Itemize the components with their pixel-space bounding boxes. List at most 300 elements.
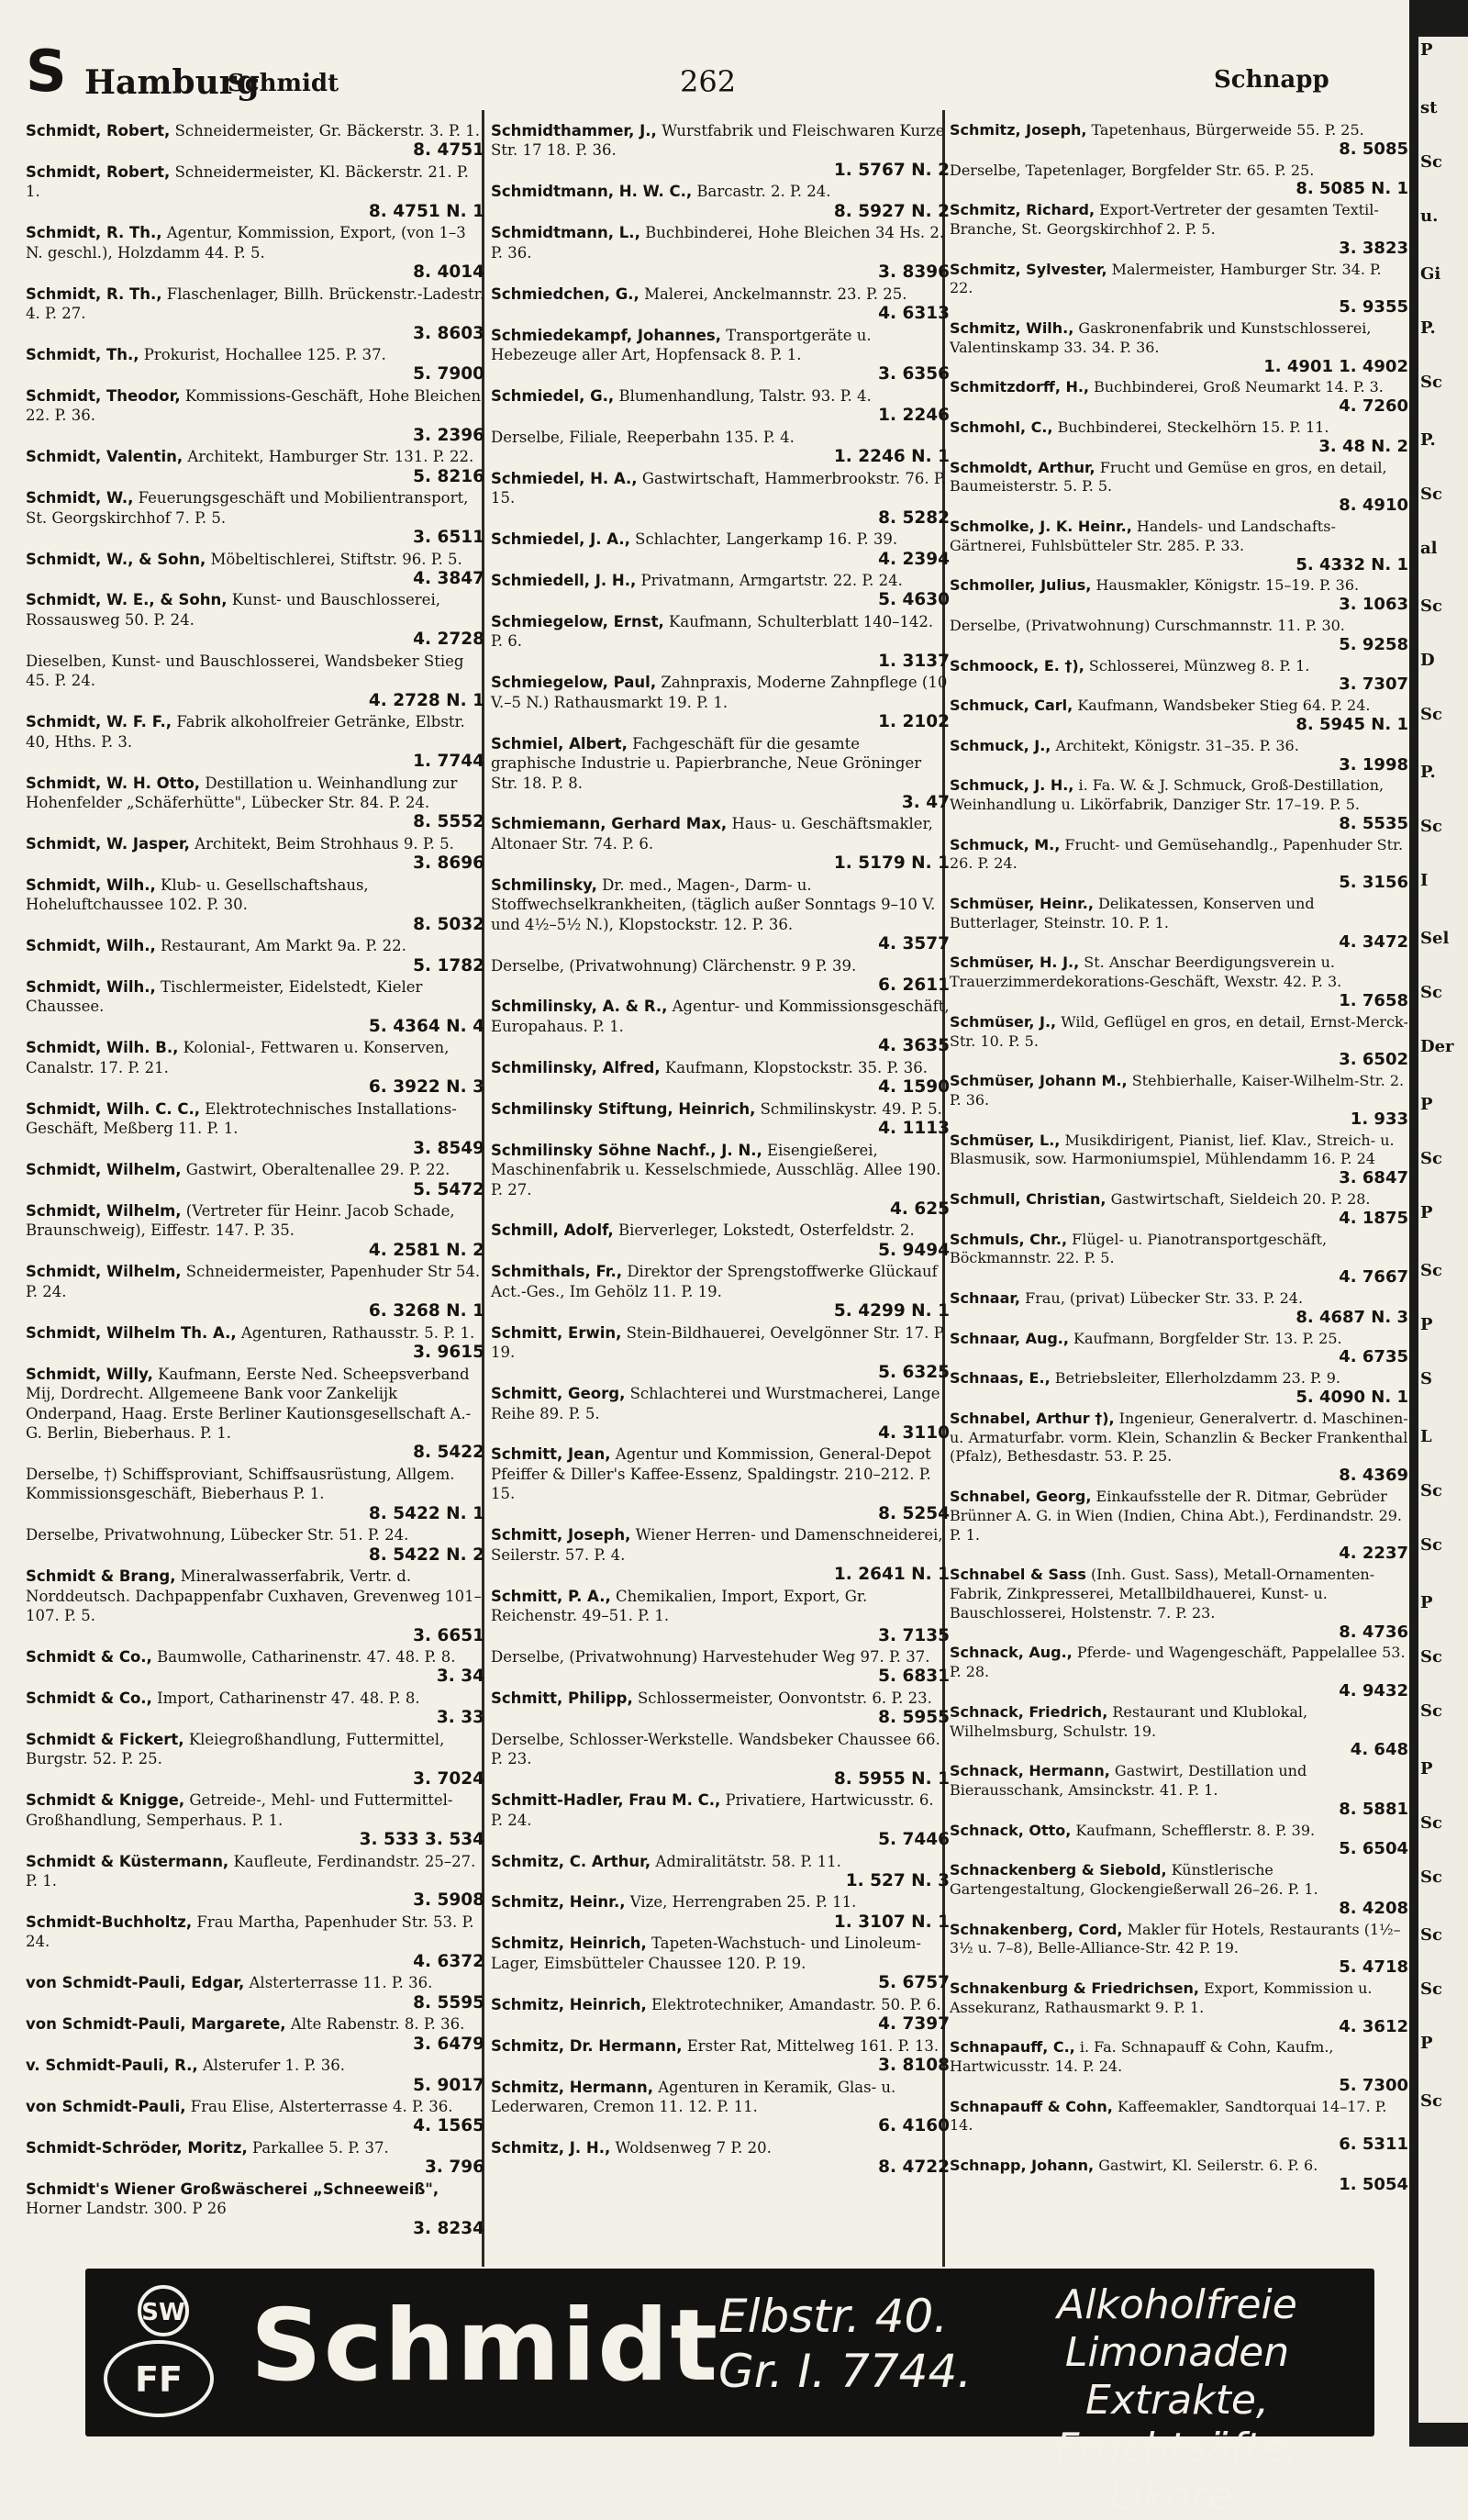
directory-entry xyxy=(26,1099,484,1158)
entry-name: Schmilinsky, xyxy=(491,875,597,894)
entry-details: Direktor der Sprengstoffwerke Glückauf Act.-Ges., Im Gehölz 11. P. 19. xyxy=(491,1263,938,1300)
edge-fragment: Sc xyxy=(1420,485,1442,504)
directory-entry xyxy=(26,488,484,547)
entry-name: Schmuck, M., xyxy=(950,835,1061,853)
entry-name: Schmitz, Heinr., xyxy=(491,1893,626,1912)
directory-entry xyxy=(491,469,950,528)
directory-entry xyxy=(950,1410,1408,1486)
monogram-bottom: FF xyxy=(135,2359,183,2400)
entry-details: Getreide-, Mehl- und Futtermittel-Großhandlung, Semperhaus. P. 1. xyxy=(26,1791,453,1829)
directory-entry xyxy=(26,1038,484,1097)
entry-phone: 3. 796 xyxy=(425,2158,484,2178)
entry-name: Schmidt, W. Jasper, xyxy=(26,834,190,853)
entry-details: Flaschenlager, Billh. Brückenstr.-Ladestr. 4. P. 27. xyxy=(26,284,484,323)
edge-fragment: Sc xyxy=(1420,1481,1442,1500)
entry-name: Schnack, Hermann, xyxy=(950,1762,1110,1780)
entry-name: Schnaar, Aug., xyxy=(950,1329,1069,1347)
entry-name: Schmiedel, G., xyxy=(491,386,615,405)
entry-phone: 6. 2611 xyxy=(878,976,950,996)
entry-phone: 8. 5945 N. 1 xyxy=(1296,714,1408,734)
entry-details: Kleiegroßhandlung, Futtermittel, Burgstr. 52. P. 25. xyxy=(26,1730,445,1768)
edge-fragment: al xyxy=(1420,539,1438,558)
entry-phone: 5. 6325 xyxy=(878,1362,950,1382)
edge-fragment: I xyxy=(1420,871,1429,890)
entry-name: Schmidt-Schröder, Moritz, xyxy=(26,2138,248,2157)
entry-phone: 3. 1063 xyxy=(1339,595,1408,615)
directory-entry xyxy=(491,875,950,954)
entry-name: Schmidt & Co., xyxy=(26,1647,152,1666)
entry-phone: 5. 6831 xyxy=(878,1667,950,1687)
entry-name: Schmidt, W., & Sohn, xyxy=(26,550,206,568)
page-header xyxy=(26,38,1329,105)
entry-phone: 3. 6847 xyxy=(1339,1168,1408,1188)
entry-phone: 1. 7744 xyxy=(413,752,484,772)
edge-fragment: Sc xyxy=(1420,1813,1442,1833)
edge-fragment: Sc xyxy=(1420,1925,1442,1945)
directory-entry xyxy=(491,1221,950,1260)
entry-details: Architekt, Hamburger Str. 131. P. 22. xyxy=(187,448,474,466)
directory-entry xyxy=(491,1730,950,1789)
entry-phone: 5. 4332 N. 1 xyxy=(1296,554,1408,574)
entry-details: Architekt, Beim Strohhaus 9. P. 5. xyxy=(195,834,454,853)
entry-details: Möbeltischlerei, Stiftstr. 96. P. 5. xyxy=(210,550,462,568)
entry-phone: 4. 3847 xyxy=(413,568,484,588)
directory-entry xyxy=(950,1822,1408,1860)
entry-details: i. Fa. Schnapauff & Cohn, Kaufm., Hartwicusstr. 14. P. 24. xyxy=(950,2038,1334,2076)
directory-entry xyxy=(26,1912,484,1971)
directory-entry xyxy=(491,1384,950,1443)
edge-fragment: L xyxy=(1420,1427,1432,1446)
ad-product-line-2: Limonaden Extrakte, xyxy=(1064,2329,1290,2424)
entry-name: v. Schmidt-Pauli, R., xyxy=(26,2057,198,2075)
entry-name: Schnabel & Sass xyxy=(950,1566,1086,1584)
entry-name: Schnack, Aug., xyxy=(950,1644,1073,1662)
directory-entry xyxy=(950,201,1408,258)
entry-phone: 1. 933 xyxy=(1350,1109,1408,1129)
directory-entry xyxy=(26,284,484,343)
entry-name: Schnapauff & Cohn, xyxy=(950,2097,1113,2115)
entry-phone: 8. 5422 N. 2 xyxy=(368,1544,484,1565)
entry-phone: 6. 3922 N. 3 xyxy=(368,1077,484,1098)
entry-details: Buchbinderei, Hohe Bleichen 34 Hs. 2. P. 36. xyxy=(491,224,945,262)
entry-details: Musikdirigent, Pianist, lief. Klav., Streich- u. Blasmusik, sow. Harmoniumspiel, Mühlendamm 16. P. 24 xyxy=(950,1131,1395,1168)
entry-phone: 3. 6651 xyxy=(413,1625,484,1645)
entry-phone: 4. 2237 xyxy=(1339,1544,1408,1564)
entry-name: Schmull, Christian, xyxy=(950,1190,1107,1209)
entry-phone: 5. 3156 xyxy=(1339,873,1408,893)
entry-name: Schmilinsky, A. & R., xyxy=(491,998,668,1016)
entry-details: Flügel- u. Pianotransportgeschäft, Böckmannstr. 22. P. 5. xyxy=(950,1230,1328,1267)
entry-phone: 5. 8216 xyxy=(413,466,484,486)
entry-details: Kaffeemakler, Sandtorquai 14–17. P. 14. xyxy=(950,2097,1387,2135)
entry-phone: 5. 4364 N. 4 xyxy=(368,1016,484,1036)
directory-entry xyxy=(950,776,1408,833)
entry-name: Schmitz, Joseph, xyxy=(950,121,1087,139)
entry-name: Schnakenberg, Cord, xyxy=(950,1920,1123,1938)
directory-entry xyxy=(491,1587,950,1645)
directory-entry xyxy=(26,1262,484,1321)
directory-entry xyxy=(491,1444,950,1523)
entry-details: Hausmakler, Königstr. 15–19. P. 36. xyxy=(1095,576,1360,595)
entry-name: Schmidt, Wilh., xyxy=(26,875,156,894)
entry-name: Schmitz, C. Arthur, xyxy=(491,1852,651,1870)
directory-entry xyxy=(26,1852,484,1911)
entry-details: Transportgeräte u. Hebezeuge aller Art, Hopfensack 8. P. 1. xyxy=(491,326,872,363)
entry-name: Schnabel, Georg, xyxy=(950,1487,1092,1505)
ad-address-phone: Gr. I. 7744. xyxy=(718,2345,973,2398)
entry-details: Betriebsleiter, Ellerholzdamm 23. P. 9. xyxy=(1054,1369,1340,1388)
entry-name: Schmitz, Wilh., xyxy=(950,318,1074,337)
entry-phone: 3. 7135 xyxy=(878,1625,950,1645)
entry-phone: 8. 4751 xyxy=(413,140,484,161)
entry-name: Schmohl, C., xyxy=(950,418,1053,436)
entry-phone: 6. 5311 xyxy=(1339,2135,1408,2155)
directory-entry xyxy=(950,518,1408,574)
entry-phone: 5. 7300 xyxy=(1339,2075,1408,2095)
entry-name: Schmiedell, J. H., xyxy=(491,571,637,589)
directory-entry xyxy=(26,162,484,221)
directory-entry xyxy=(26,1160,484,1199)
directory-entry xyxy=(950,953,1408,1010)
entry-name: Schmidt, Robert, xyxy=(26,122,171,139)
entry-phone: 5. 9017 xyxy=(413,2075,484,2095)
directory-entry xyxy=(26,1323,484,1363)
directory-entry xyxy=(26,2180,484,2238)
entry-details: Schlossermeister, Oonvontstr. 6. P. 23. xyxy=(638,1689,932,1707)
directory-entry xyxy=(26,2138,484,2178)
entry-phone: 8. 5881 xyxy=(1339,1799,1408,1819)
directory-entry xyxy=(950,261,1408,318)
entry-details: Parkallee 5. P. 37. xyxy=(251,2138,389,2157)
directory-entry xyxy=(26,386,484,445)
ad-address xyxy=(718,2289,972,2399)
entry-name: Schmitt, Jean, xyxy=(491,1445,611,1464)
entry-name: Schmiedchen, G., xyxy=(491,284,639,303)
directory-entry xyxy=(491,2138,950,2178)
directory-entry xyxy=(491,530,950,569)
entry-phone: 3. 6511 xyxy=(413,528,484,548)
ad-product-line-1: Alkoholfreie xyxy=(1057,2281,1297,2328)
entry-phone: 5. 5472 xyxy=(413,1179,484,1199)
entry-details: Gastwirtschaft, Sieldeich 20. P. 28. xyxy=(1110,1190,1371,1209)
directory-entry xyxy=(26,977,484,1036)
entry-name: Schmuck, Carl, xyxy=(950,697,1073,715)
directory-entry xyxy=(26,712,484,771)
entry-name: von Schmidt-Pauli, xyxy=(26,2097,186,2115)
entry-phone: 1. 2246 xyxy=(878,406,950,426)
entry-details: Schlachter, Langerkamp 16. P. 39. xyxy=(635,530,898,549)
entry-details: Schlosserei, Münzweg 8. P. 1. xyxy=(1088,656,1310,675)
ad-products xyxy=(984,2281,1370,2520)
directory-entry xyxy=(26,590,484,649)
entry-details: Kolonial-, Fettwaren u. Konserven, Canalstr. 17. P. 21. xyxy=(26,1039,450,1076)
entry-name: Schmidt, Wilh., xyxy=(26,937,156,955)
entry-phone: 6. 4160 xyxy=(878,2116,950,2136)
entry-name: Schmitz, Hermann, xyxy=(491,2078,653,2096)
entry-name: Schnaas, E., xyxy=(950,1369,1051,1388)
entry-details: Kaufmann, Eerste Ned. Scheepsverband Mij, Dordrecht. Allgemeene Bank voor Zankelijk Onderpand, Haag. Erste Berliner Kautionsgesellschaft A.-G. Berlin, Bieberhaus. P. 1. xyxy=(26,1365,472,1442)
entry-details: Fabrik alkoholfreier Getränke, Elbstr. 40, Hths. P. 3. xyxy=(26,713,465,751)
entry-details: Kommissions-Geschäft, Hohe Bleichen 22. P. 36. xyxy=(26,386,482,425)
entry-details: Kaufmann, Schefflerstr. 8. P. 39. xyxy=(1075,1821,1316,1839)
directory-entry xyxy=(950,1921,1408,1978)
directory-entry xyxy=(491,1995,950,2035)
edge-fragment: P xyxy=(1420,2034,1433,2053)
entry-details: Privatiere, Hartwicusstr. 6. P. 24. xyxy=(491,1791,934,1829)
entry-phone: 4. 3110 xyxy=(878,1423,950,1443)
entry-details: Gastwirt, Destillation und Bierausschank, Amsinckstr. 41. P. 1. xyxy=(950,1762,1307,1799)
directory-entry xyxy=(950,1488,1408,1564)
entry-phone: 8. 4369 xyxy=(1339,1466,1408,1486)
edge-fragment: P. xyxy=(1420,430,1436,450)
entry-phone: 8. 4722 xyxy=(878,2158,950,2178)
entry-details: Feuerungsgeschäft und Mobilientransport, St. Georgskirchhof 7. P. 5. xyxy=(26,489,469,527)
entry-name: Schmidt & Fickert, xyxy=(26,1730,184,1748)
edge-fragment: P. xyxy=(1420,763,1436,782)
directory-entry xyxy=(950,378,1408,417)
entry-details: Delikatessen, Konserven und Butterlager, Steinstr. 10. P. 1. xyxy=(950,895,1315,931)
directory-entry xyxy=(491,673,950,731)
entry-name: Schmidthammer, J., xyxy=(491,122,657,139)
entry-details: Buchbinderei, Groß Neumarkt 14. P. 3. xyxy=(1094,378,1384,396)
entry-details: Einkaufsstelle der R. Ditmar, Gebrüder Brünner A. G. in Wien (Indien, China Abt.), Ferdinandstr. 29. P. 1. xyxy=(950,1487,1403,1544)
entry-name: Schmidtmann, L., xyxy=(491,224,640,242)
directory-entry xyxy=(950,576,1408,615)
sw-ff-monogram-icon xyxy=(95,2278,232,2425)
entry-name: Schmolke, J. K. Heinr., xyxy=(950,517,1132,535)
adjacent-page-fragments xyxy=(1418,37,1468,2423)
edge-fragment: Sc xyxy=(1420,817,1442,836)
edge-fragment: st xyxy=(1420,98,1438,117)
directory-entry xyxy=(950,657,1408,696)
entry-name: Schmüser, L., xyxy=(950,1131,1061,1149)
edge-fragment: P. xyxy=(1420,318,1436,338)
entry-details: Derselbe, Privatwohnung, Lübecker Str. 51. P. 24. xyxy=(26,1526,409,1544)
entry-details: Elektrotechniker, Amandastr. 50. P. 6. xyxy=(651,1995,941,2013)
directory-entry xyxy=(26,1973,484,2013)
directory-entry xyxy=(491,1323,950,1382)
directory-entry xyxy=(26,652,484,710)
entry-phone: 4. 3472 xyxy=(1339,931,1408,952)
entry-details: Derselbe, (Privatwohnung) Clärchenstr. 9 P. 39. xyxy=(491,956,857,975)
directory-entry xyxy=(491,1934,950,1992)
entry-details: Malermeister, Hamburger Str. 34. P. 22. xyxy=(950,260,1382,297)
ad-brand-name: Schmidt xyxy=(250,2289,720,2403)
entry-details: Tapetenhaus, Bürgerweide 55. P. 25. xyxy=(1091,121,1364,139)
header-right-keyword: Schnapp xyxy=(1214,66,1329,94)
entry-name: Schmüser, H. J., xyxy=(950,953,1080,972)
directory-column-2 xyxy=(491,121,950,2180)
entry-phone: 3. 33 xyxy=(436,1708,484,1728)
directory-entry xyxy=(491,2036,950,2076)
entry-details: Gastwirt, Kl. Seilerstr. 6. P. 6. xyxy=(1098,2157,1318,2175)
entry-details: Alsterterrasse 11. P. 36. xyxy=(249,1974,433,1992)
entry-name: Schmidt, Wilhelm, xyxy=(26,1161,182,1179)
entry-phone: 4. 6735 xyxy=(1339,1347,1408,1367)
entry-phone: 5. 7446 xyxy=(878,1830,950,1850)
entry-name: Schmidt, Robert, xyxy=(26,162,171,181)
directory-entry xyxy=(950,1330,1408,1368)
entry-details: Agenturen, Rathausstr. 5. P. 1. xyxy=(240,1323,475,1342)
entry-name: Schmidt, Wilhelm, xyxy=(26,1263,182,1281)
entry-details: Dr. med., Magen-, Darm- u. Stoffwechselkrankheiten, (täglich außer Sonntags 9–10 V. und 4½–5½ N.), Klopstockstr. 12. P. 36. xyxy=(491,875,936,933)
edge-fragment: P xyxy=(1420,1593,1433,1612)
entry-details: Dieselben, Kunst- und Bauschlosserei, Wandsbeker Stieg 45. P. 24. xyxy=(26,652,464,690)
entry-name: Schmiedel, H. A., xyxy=(491,469,638,487)
entry-phone: 8. 5955 N. 1 xyxy=(833,1768,950,1789)
entry-phone: 4. 1565 xyxy=(413,2116,484,2136)
entry-name: Schnack, Friedrich, xyxy=(950,1702,1108,1721)
entry-phone: 3. 6502 xyxy=(1339,1050,1408,1070)
ad-address-street: Elbstr. 40. xyxy=(718,2290,949,2343)
directory-entry xyxy=(26,774,484,832)
entry-details: Frau Elise, Alsterterrasse 4. P. 36. xyxy=(190,2097,453,2115)
directory-column-1 xyxy=(26,121,484,2240)
directory-entry xyxy=(26,2056,484,2095)
entry-phone: 8. 5254 xyxy=(878,1503,950,1523)
entry-details: Destillation u. Weinhandlung zur Hohenfelder „Schäferhütte", Lübecker Str. 84. P. 24. xyxy=(26,774,458,811)
entry-phone: 8. 5422 N. 1 xyxy=(368,1503,484,1523)
entry-name: Schmiedekampf, Johannes, xyxy=(491,326,721,344)
entry-name: Schmidt & Küstermann, xyxy=(26,1852,229,1870)
entry-name: Schmidt-Buchholtz, xyxy=(26,1912,193,1931)
entry-phone: 4. 3577 xyxy=(878,934,950,954)
entry-phone: 3. 2396 xyxy=(413,425,484,445)
edge-fragment: D xyxy=(1420,651,1435,670)
entry-phone: 3. 6479 xyxy=(413,2034,484,2054)
entry-phone: 3. 8108 xyxy=(878,2056,950,2076)
entry-details: Kaufmann, Klopstockstr. 35. P. 36. xyxy=(664,1058,929,1076)
directory-entry xyxy=(26,936,484,976)
directory-entry xyxy=(491,182,950,221)
entry-phone: 4. 7260 xyxy=(1339,396,1408,417)
directory-entry xyxy=(950,1566,1408,1642)
entry-details: Barcastr. 2. P. 24. xyxy=(696,183,831,201)
directory-entry xyxy=(26,1689,484,1728)
directory-entry xyxy=(491,1141,950,1220)
entry-phone: 5. 6757 xyxy=(878,1973,950,1993)
entry-phone: 8. 4208 xyxy=(1339,1898,1408,1918)
entry-phone: 8. 5085 xyxy=(1339,139,1408,159)
directory-entry xyxy=(950,162,1408,200)
directory-entry xyxy=(950,319,1408,376)
directory-entry xyxy=(26,1647,484,1687)
entry-phone: 3. 533 3. 534 xyxy=(359,1830,484,1850)
entry-phone: 3. 8234 xyxy=(413,2218,484,2238)
directory-entry xyxy=(950,418,1408,457)
entry-details: Woldsenweg 7 P. 20. xyxy=(615,2138,772,2157)
entry-details: Restaurant, Am Markt 9a. P. 22. xyxy=(161,937,406,955)
directory-entry xyxy=(491,2078,950,2136)
directory-entry xyxy=(950,2157,1408,2195)
directory-entry xyxy=(950,1072,1408,1129)
entry-details: Fachgeschäft für die gesamte graphische Industrie u. Papierbranche, Neue Gröninger Str. 18. P. 8. xyxy=(491,734,922,792)
entry-details: Derselbe, †) Schiffsproviant, Schiffsausrüstung, Allgem. Kommissionsgeschäft, Bieberhaus P. 1. xyxy=(26,1465,455,1503)
entry-details: Elektrotechnisches Installations-Geschäft, Meßberg 11. P. 1. xyxy=(26,1099,457,1138)
entry-details: Kaufmann, Borgfelder Str. 13. P. 25. xyxy=(1073,1329,1342,1347)
edge-fragment: P xyxy=(1420,1203,1433,1222)
edge-fragment: Sc xyxy=(1420,373,1442,392)
entry-details: Privatmann, Armgartstr. 22. P. 24. xyxy=(640,571,903,589)
entry-details: Frucht und Gemüse en gros, en detail, Baumeisterstr. 5. P. 5. xyxy=(950,458,1387,496)
entry-name: Schmitzdorff, H., xyxy=(950,378,1090,396)
entry-details: Mineralwasserfabrik, Vertr. d. Norddeutsch. Dachpappenfabr Cuxhaven, Grevenweg 101–107. P. 5. xyxy=(26,1567,482,1625)
entry-details: Export-Vertreter der gesamten Textil-Branche, St. Georgskirchhof 2. P. 5. xyxy=(950,201,1379,238)
entry-phone: 4. 625 xyxy=(890,1199,950,1220)
entry-phone: 5. 4090 N. 1 xyxy=(1296,1388,1408,1407)
entry-details: (Inh. Gust. Sass), Metall-Ornamenten-Fabrik, Zinkpresserei, Metallbildhauerei, Kunst- u. Bauschlosserei, Holstenstr. 7. P. 23. xyxy=(950,1566,1375,1622)
entry-name: Schmiegelow, Ernst, xyxy=(491,612,664,630)
entry-phone: 3. 3823 xyxy=(1339,238,1408,258)
entry-details: Kaufmann, Schulterblatt 140–142. P. 6. xyxy=(491,612,934,651)
directory-entry xyxy=(26,345,484,385)
entry-details: Blumenhandlung, Talstr. 93. P. 4. xyxy=(618,386,872,405)
entry-name: Schmidt, Valentin, xyxy=(26,448,184,466)
entry-name: Schnapauff, C., xyxy=(950,2038,1075,2057)
entry-details: Pferde- und Wagengeschäft, Pappelallee 53. P. 28. xyxy=(950,1644,1406,1681)
edge-fragment: Sc xyxy=(1420,597,1442,616)
entry-details: Wiener Herren- und Damenschneiderei, Seilerstr. 57. P. 4. xyxy=(491,1526,943,1564)
directory-entry xyxy=(950,1013,1408,1070)
entry-details: Wild, Geflügel en gros, en detail, Ernst-Merck-Str. 10. P. 5. xyxy=(950,1012,1408,1050)
entry-name: Schmidt, W. E., & Sohn, xyxy=(26,591,228,609)
entry-details: Stein-Bildhauerei, Oevelgönner Str. 17. P. 19. xyxy=(491,1323,946,1362)
entry-phone: 3. 8549 xyxy=(413,1138,484,1158)
entry-name: Schmüser, J., xyxy=(950,1012,1057,1031)
entry-details: Ingenieur, Generalvertr. d. Maschinen- u. Armaturfabr. vorm. Klein, Schanzlin & Becker Frankenthal (Pfalz), Bethesdastr. 53. P. 25. xyxy=(950,1409,1408,1466)
entry-details: Vize, Herrengraben 25. P. 11. xyxy=(629,1893,857,1912)
entry-name: Schmidt & Co., xyxy=(26,1689,152,1707)
entry-phone: 1. 4901 1. 4902 xyxy=(1263,356,1408,376)
edge-fragment: Sc xyxy=(1420,983,1442,1002)
entry-phone: 4. 1590 xyxy=(878,1077,950,1098)
directory-entry xyxy=(950,1644,1408,1700)
entry-name: Schnakenburg & Friedrichsen, xyxy=(950,1979,1199,1997)
entry-phone: 3. 1998 xyxy=(1339,754,1408,775)
directory-entry xyxy=(491,1892,950,1932)
entry-details: Zahnpraxis, Moderne Zahnpflege (10 V.–5 N.) Rathausmarkt 19. P. 1. xyxy=(491,674,948,711)
entry-phone: 1. 3107 N. 1 xyxy=(833,1912,950,1932)
entry-details: Restaurant und Klublokal, Wilhelmsburg, Schulstr. 19. xyxy=(950,1702,1308,1740)
edge-fragment: Der xyxy=(1420,1037,1454,1056)
entry-name: Schmidt, W. H. Otto, xyxy=(26,774,201,792)
ad-product-line-3: Fruchtsäfte, Liköre. xyxy=(1055,2425,1299,2519)
entry-details: Derselbe, Filiale, Reeperbahn 135. P. 4. xyxy=(491,428,795,446)
entry-details: Klub- u. Gesellschaftshaus, Hoheluftchaussee 102. P. 30. xyxy=(26,875,369,914)
edge-fragment: P xyxy=(1420,1095,1433,1114)
entry-details: Erster Rat, Mittelweg 161. P. 13. xyxy=(686,2036,940,2055)
entry-phone: 8. 4910 xyxy=(1339,496,1408,516)
edge-fragment: P xyxy=(1420,40,1433,60)
entry-phone: 1. 527 N. 3 xyxy=(845,1870,950,1890)
directory-entry xyxy=(950,2038,1408,2095)
directory-column-3 xyxy=(950,121,1408,2197)
directory-entry xyxy=(950,459,1408,516)
entry-details: Makler für Hotels, Restaurants (1½–3½ u. 7–8), Belle-Alliance-Str. 42 P. 19. xyxy=(950,1920,1401,1957)
entry-name: Schnaar, xyxy=(950,1289,1020,1308)
directory-entry xyxy=(950,836,1408,893)
entry-details: Derselbe, (Privatwohnung) Curschmannstr. 11. P. 30. xyxy=(950,616,1345,634)
entry-name: Schmitt-Hadler, Frau M. C., xyxy=(491,1791,721,1810)
entry-name: Schmidt, W. F. F., xyxy=(26,713,172,731)
directory-entry xyxy=(491,1790,950,1849)
entry-name: von Schmidt-Pauli, Edgar, xyxy=(26,1974,245,1992)
entry-phone: 1. 7658 xyxy=(1339,991,1408,1011)
entry-phone: 6. 3268 N. 1 xyxy=(368,1301,484,1321)
entry-phone: 8. 5085 N. 1 xyxy=(1296,179,1408,199)
entry-details: Gastwirtschaft, Hammerbrookstr. 76. P. 15. xyxy=(491,469,946,507)
entry-name: Schmithals, Fr., xyxy=(491,1263,623,1281)
